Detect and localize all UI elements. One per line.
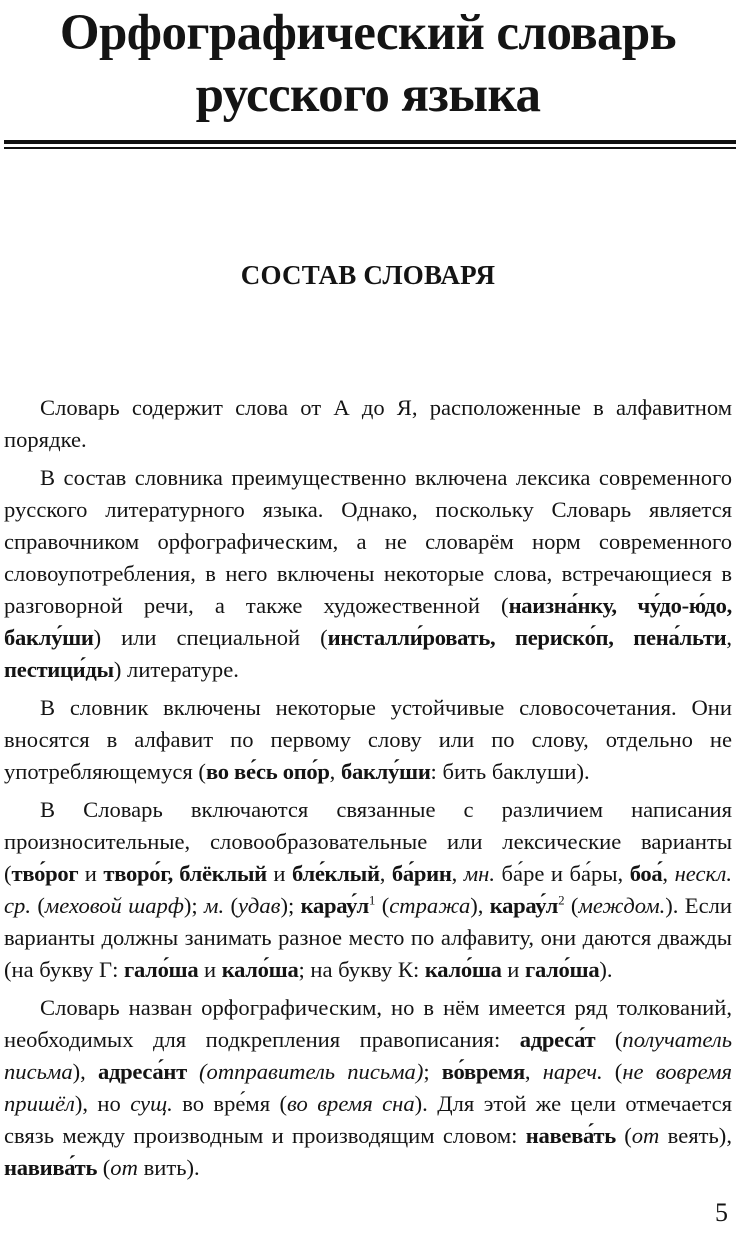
headword: во ве́сь опо́р — [205, 759, 330, 784]
text-run: ), — [470, 893, 490, 918]
paragraph — [4, 692, 732, 788]
title-divider-thick — [4, 140, 736, 144]
text-run: и — [266, 861, 293, 886]
text-run: ( — [30, 893, 45, 918]
paragraph — [4, 392, 732, 456]
paragraph — [4, 794, 732, 986]
headword: карау́л — [489, 893, 559, 918]
text-run: , — [329, 759, 341, 784]
text-run: ( — [602, 1059, 623, 1084]
headword: гало́ша — [525, 957, 600, 982]
text-run: ). Если варианты должны занимать разное место по алфавиту, они даются дважды (на букву Г: — [4, 893, 732, 982]
italic-note: нескл. ср. — [4, 861, 733, 918]
text-run: ; — [423, 1059, 442, 1084]
text-run: ; на букву К: — [298, 957, 425, 982]
italic-note: получатель письма — [4, 1027, 732, 1084]
text-run: , — [379, 861, 392, 886]
italic-note: во время сна — [287, 1091, 415, 1116]
text-run: , — [662, 861, 675, 886]
section-heading: СОСТАВ СЛОВАРЯ — [240, 260, 496, 290]
title-divider-thin — [4, 147, 736, 149]
text-run: ( — [224, 893, 238, 918]
text-run: ), но — [74, 1091, 131, 1116]
headword: инсталли́ровать, периско́п, пена́льти — [327, 625, 727, 650]
text-run: ( — [595, 1027, 623, 1052]
superscript: 1 — [368, 892, 376, 908]
italic-note: (отправитель письма) — [199, 1059, 424, 1084]
text-run: : бить баклуши). — [430, 759, 590, 784]
italic-note: не вовремя пришёл — [4, 1059, 733, 1116]
headword: бле́клый — [292, 861, 380, 886]
page-title-line-1: Орфографический словарь — [59, 5, 677, 61]
text-run: ) литературе. — [113, 657, 239, 682]
paragraph — [4, 462, 732, 686]
italic-note: мн. — [463, 861, 496, 886]
text-run: ( — [97, 1155, 111, 1180]
italic-note: м. — [204, 893, 225, 918]
text-run: ( — [375, 893, 390, 918]
text-run: вить). — [137, 1155, 200, 1180]
text-run: В словник включены некоторые устойчивые словосочетания. Они вносятся в алфавит по первому слову или по слову, отдельно не употребляющемуся ( — [4, 695, 732, 784]
headword: адреса́т — [519, 1027, 596, 1052]
italic-note: от — [110, 1155, 138, 1180]
italic-note: нареч. — [542, 1059, 603, 1084]
text-run: ); — [183, 893, 205, 918]
text-run: ); — [280, 893, 301, 918]
text-run: , — [524, 1059, 543, 1084]
text-run: ) или специальной ( — [93, 625, 328, 650]
headword: боа́ — [629, 861, 663, 886]
text-run: и — [501, 957, 526, 982]
headword: навива́ть — [4, 1155, 98, 1180]
text-run: , — [451, 861, 464, 886]
text-run: Словарь назван орфографическим, но в нём имеется ряд толкований, необходимых для подкрепления правописания: — [4, 995, 732, 1052]
text-run: и — [198, 957, 222, 982]
text-run: ). Для этой же цели отмечается связь между производным и производящим словом: — [4, 1091, 733, 1148]
italic-note: междом. — [578, 893, 666, 918]
headword: кало́ша — [424, 957, 502, 982]
headword: пестици́ды — [4, 657, 114, 682]
headword: творо́г, блёклый — [103, 861, 267, 886]
text-run: В Словарь включаются связанные с различием написания произносительные, словообразовательные или лексические варианты ( — [4, 797, 732, 886]
headword: тво́рог — [11, 861, 79, 886]
page-title-line-2: русского языка — [195, 67, 541, 123]
text-run: веять), — [659, 1123, 732, 1148]
headword: навева́ть — [525, 1123, 616, 1148]
body-text — [4, 392, 732, 1190]
paragraph — [4, 992, 732, 1184]
text-run: Словарь содержит слова от А до Я, расположенные в алфавитном порядке. — [4, 395, 732, 452]
headword: ба́рин — [391, 861, 452, 886]
italic-note: сущ. — [130, 1091, 173, 1116]
headword: наизна́нку, чу́до-ю́до, баклу́ши — [4, 593, 732, 650]
italic-note: стража — [389, 893, 471, 918]
text-run: ). — [599, 957, 613, 982]
text-run: ба́ре и ба́ры, — [495, 861, 630, 886]
text-run: и — [78, 861, 104, 886]
text-run — [187, 1059, 199, 1084]
headword: гало́ша — [124, 957, 199, 982]
text-run: ), — [72, 1059, 98, 1084]
text-run: во вре́мя ( — [172, 1091, 288, 1116]
text-run: ( — [564, 893, 579, 918]
text-run: , — [726, 625, 732, 650]
headword: карау́л — [300, 893, 369, 918]
headword: кало́ша — [221, 957, 299, 982]
italic-note: меховой шарф — [44, 893, 184, 918]
headword: адреса́нт — [97, 1059, 187, 1084]
text-run: В состав словника преимущественно включена лексика современного русского литературного языка. Однако, поскольку Словарь является справочником орфографическим, а не словарём норм современного словоупотребления, в него включены некоторые слова, встречающиеся в разговорной речи, а также художественной ( — [4, 465, 732, 618]
superscript: 2 — [558, 892, 565, 908]
headword: во́время — [441, 1059, 525, 1084]
italic-note: от — [631, 1123, 660, 1148]
headword: баклу́ши — [340, 759, 431, 784]
page-title — [0, 2, 736, 126]
italic-note: удав — [237, 893, 281, 918]
text-run: ( — [615, 1123, 632, 1148]
page-number: 5 — [715, 1198, 728, 1227]
